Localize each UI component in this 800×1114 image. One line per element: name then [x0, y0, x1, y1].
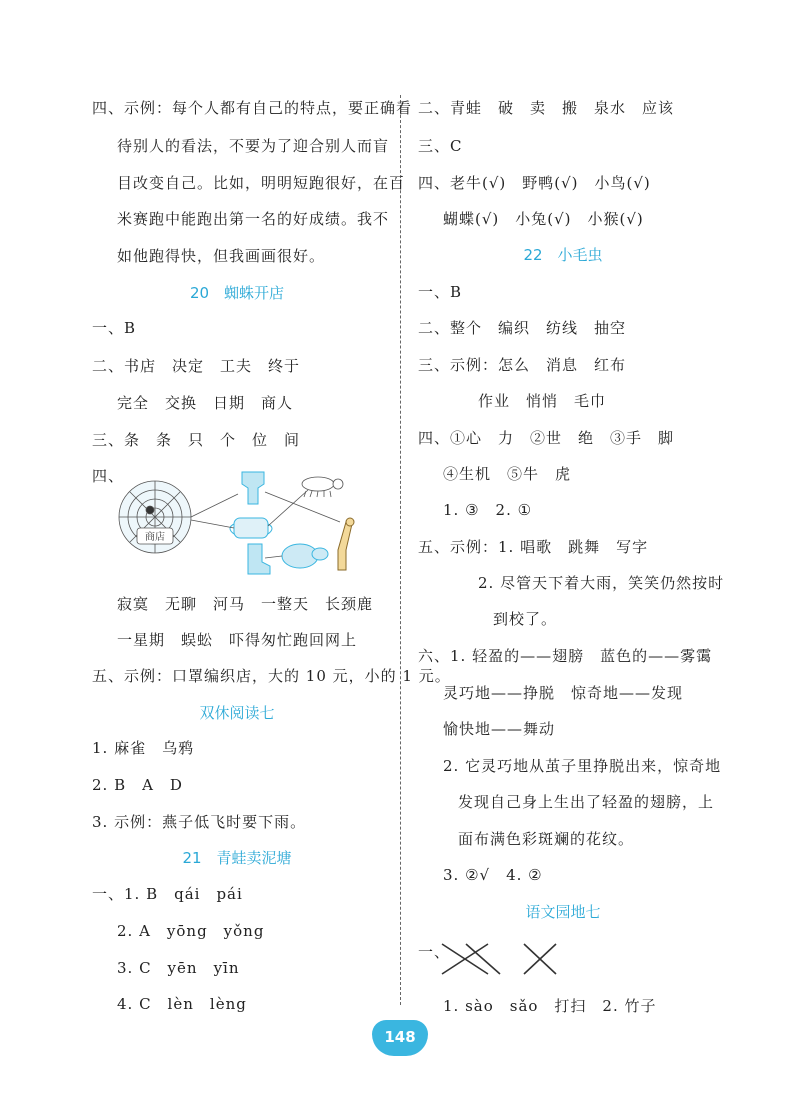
answer-line: 到校了。 — [493, 610, 558, 628]
answer-line: 一星期 蜈蚣 吓得匆忙跑回网上 — [117, 631, 358, 649]
answer-line: 作业 悄悄 毛巾 — [478, 392, 607, 410]
column-divider — [400, 95, 401, 1005]
page-number: 148 — [384, 1028, 416, 1046]
answer-line: 一、 — [418, 943, 451, 961]
answer-line: 待别人的看法，不要为了迎合别人而盲 — [117, 137, 390, 155]
section-title: 20 蜘蛛开店 — [189, 284, 285, 302]
answer-line: 四、 — [92, 467, 125, 485]
mask-icon — [230, 518, 272, 538]
matching-illustration — [110, 462, 370, 582]
answer-line: 寂寞 无聊 河马 一整天 长颈鹿 — [117, 595, 374, 613]
answer-line: ④生机 ⑤牛 虎 — [443, 465, 572, 483]
section-title: 语文园地七 — [525, 903, 601, 921]
answer-line: 一、B — [418, 283, 463, 301]
giraffe-icon — [338, 518, 354, 570]
answer-line: 一、1. B qái pái — [92, 885, 243, 903]
answer-line: 三、C — [418, 137, 463, 155]
answer-line: 四、老牛(√) 野鸭(√) 小鸟(√) — [418, 174, 651, 192]
answer-line: 面布满色彩斑斓的花纹。 — [458, 830, 635, 848]
sock-icon — [248, 544, 270, 574]
answer-line: 3. 示例：燕子低飞时要下雨。 — [92, 813, 307, 831]
answer-line: 3. C yēn yīn — [117, 959, 240, 977]
answer-line: 四、①心 力 ②世 绝 ③手 脚 — [418, 429, 675, 447]
answer-line: 三、示例：怎么 消息 红布 — [418, 356, 627, 374]
answer-line: 2. A yōng yǒng — [117, 922, 265, 940]
section-title: 22 小毛虫 — [523, 246, 603, 264]
scarf-icon — [242, 472, 264, 504]
answer-line: 五、示例：口罩编织店，大的 10 元，小的 1 元。 — [92, 667, 451, 685]
answer-line: 米赛跑中能跑出第一名的好成绩。我不 — [117, 210, 390, 228]
answer-line: 六、1. 轻盈的——翅膀 蓝色的——雾霭 — [418, 647, 713, 665]
answer-line: 二、整个 编织 纺线 抽空 — [418, 319, 627, 337]
answer-line: 目改变自己。比如，明明短跑很好，在百 — [117, 174, 406, 192]
answer-line: 1. sào sǎo 打扫 2. 竹子 — [443, 997, 657, 1015]
answer-line: 4. C lèn lèng — [117, 995, 247, 1013]
answer-line: 灵巧地——挣脱 惊奇地——发现 — [443, 684, 684, 702]
answer-line: 三、条 条 只 个 位 间 — [92, 431, 301, 449]
answer-line: 一、B — [92, 319, 137, 337]
answer-line: 1. 麻雀 乌鸦 — [92, 739, 195, 757]
section-title: 双休阅读七 — [199, 704, 275, 722]
shop-sign-label: 商店 — [145, 532, 165, 543]
answer-line: 2. 它灵巧地从茧子里挣脱出来，惊奇地 — [443, 757, 722, 775]
answer-line: 1. ③ 2. ① — [443, 501, 533, 519]
answer-line: 蝴蝶(√) 小兔(√) 小猴(√) — [443, 210, 644, 228]
answer-line: 完全 交换 日期 商人 — [117, 394, 294, 412]
answer-line: 发现自己身上生出了轻盈的翅膀，上 — [458, 793, 715, 811]
answer-line: 愉快地——舞动 — [443, 720, 556, 738]
answer-line: 四、示例：每个人都有自己的特点，要正确看 — [92, 99, 413, 117]
answer-line: 如他跑得快，但我画画很好。 — [117, 247, 326, 265]
answer-line: 2. B A D — [92, 776, 183, 794]
centipede-icon — [302, 477, 343, 497]
answer-line: 二、青蛙 破 卖 搬 泉水 应该 — [418, 99, 675, 117]
answer-line: 二、书店 决定 工夫 终于 — [92, 357, 301, 375]
section-title: 21 青蛙卖泥塘 — [182, 849, 292, 867]
cross-matching-lines — [436, 936, 566, 980]
answer-line: 2. 尽管天下着大雨，笑笑仍然按时 — [478, 574, 725, 592]
answer-line: 3. ②√ 4. ② — [443, 866, 543, 884]
hippo-icon — [282, 544, 328, 568]
answer-line: 五、示例：1. 唱歌 跳舞 写字 — [418, 538, 649, 556]
